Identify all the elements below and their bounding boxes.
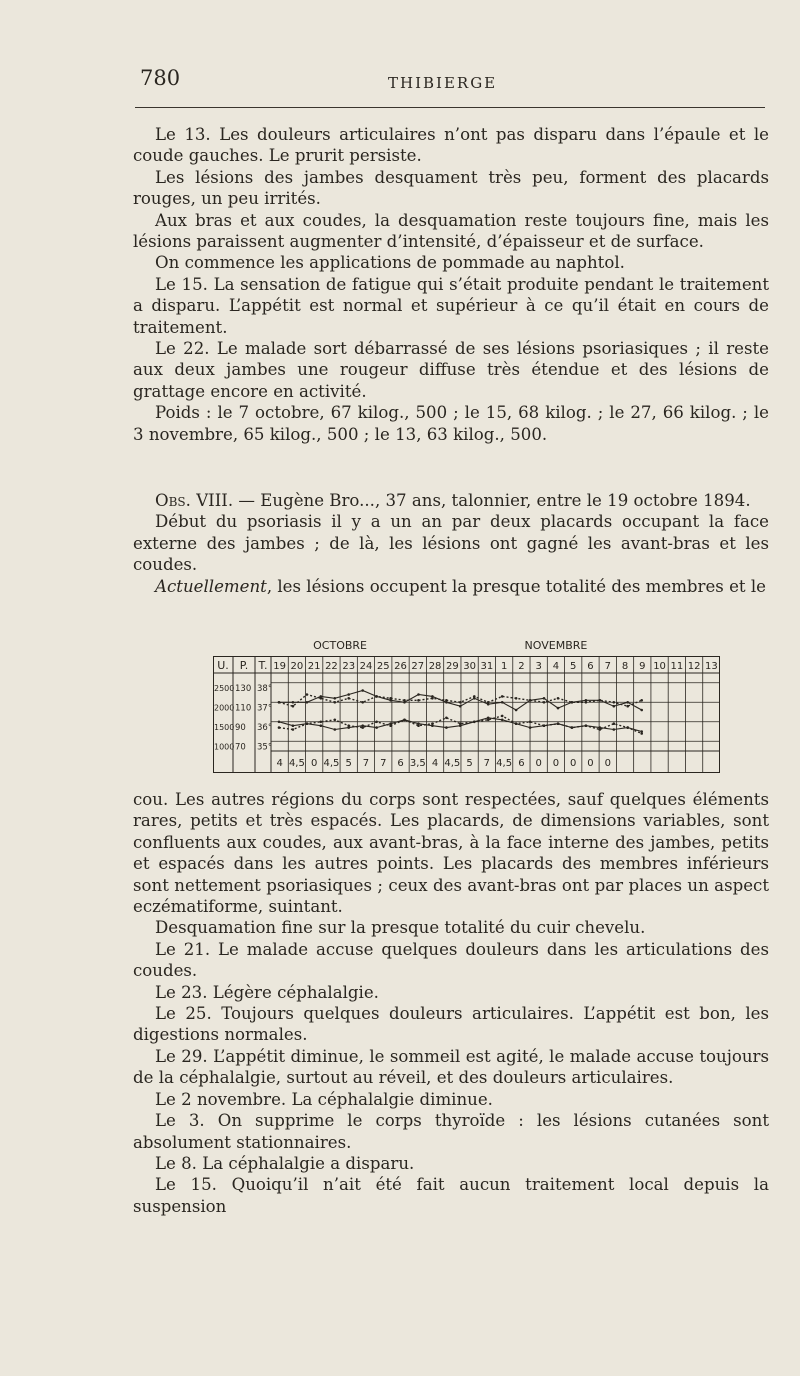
chart-svg [213,636,721,778]
day-label: 7 [604,661,611,672]
paragraph: cou. Les autres régions du corps sont respectées, sauf quelques éléments rares, petits et très espacés. Les placards, de dimensions variables, sont confluents aux coudes, aux avant-bras, à la face interne des jambes, petits et espacés dans les autres points. Les placards des membres inférieurs sont nettement psoriasiques ; ceux des avant-bras ont par places un aspect eczématiforme, suintant. [133,790,769,917]
series-point [306,693,309,696]
observation-heading [133,490,769,511]
series-point [571,701,574,704]
series-point [389,724,392,727]
bottom-row-value: 4,5 [323,758,340,769]
day-label: 22 [325,661,338,672]
series-point [585,724,588,727]
series-point [501,719,504,722]
month-label: NOVEMBRE [524,639,588,652]
series-point [501,695,504,698]
chart-frame [214,657,720,773]
paragraph: Le 3. On supprime le corps thyroïde : les lésions cutanées sont absolument stationnaires. [133,1111,769,1152]
series-point [334,728,337,731]
day-label: 10 [653,661,666,672]
day-label: 30 [463,661,476,672]
month-label: OCTOBRE [313,639,368,652]
paragraph [133,576,769,597]
series-point [599,728,602,731]
day-label: 20 [290,661,304,672]
series-point [473,695,476,698]
series-point [403,699,406,702]
series-point [361,726,364,729]
day-label: 3 [535,661,542,672]
series-point [529,721,532,724]
bottom-row-value: 3,5 [409,758,426,769]
bottom-row-value: 4 [431,758,439,769]
day-label: 6 [587,661,594,672]
bottom-text-block [133,789,769,1217]
paragraph: Le 15. La sensation de fatigue qui s’était produite pendant le traitement a disparu. L’appétit est normal et supérieur à ce qu’il était en cours de traitement. [133,274,769,337]
series-point [487,701,490,704]
observation-block [133,490,769,597]
bottom-row-value: 0 [310,758,318,769]
day-label: 27 [411,661,425,672]
series-point [557,707,560,710]
series-point [640,699,643,702]
series-point [473,721,476,724]
series-point [501,701,504,704]
series-point [613,728,616,731]
paragraph: Le 2 novembre. La céphalalgie diminue. [155,1089,493,1109]
scale-label-u: 1500 [214,722,235,732]
series-point [389,697,392,700]
day-label: 19 [273,661,287,672]
series-point [375,695,378,698]
scale-label-t: 35° [257,742,273,753]
series-point [613,701,616,704]
series-point [292,701,295,704]
series-point [278,721,281,724]
bottom-row-value: 7 [380,758,387,769]
series-point [626,701,629,704]
obs-label: Obs. VIII. [155,491,234,510]
scale-label-t: 38° [257,683,273,694]
day-label: 11 [670,661,684,672]
series-point [431,697,434,700]
series-point [529,699,532,702]
series-point [640,709,643,712]
day-label: 29 [445,661,459,672]
series-point [292,724,295,727]
paragraph: Poids : le 7 octobre, 67 kilog., 500 ; le 15, 68 kilog. ; le 27, 66 kilog. ; le 3 novembre, 65 kilog., 500 ; le 13, 63 kilog., 500. [133,403,769,444]
series-point [543,697,546,700]
page-number: 780 [140,66,181,90]
paragraph: Le 8. La céphalalgie a disparu. [155,1153,415,1173]
series-point [626,705,629,708]
bottom-row-value: 7 [362,758,370,769]
series-point [347,693,350,696]
day-label: 26 [394,661,407,672]
series-point [515,709,518,712]
series-point [459,701,462,704]
running-head: THIBIERGE [388,74,498,92]
column-header: T. [258,659,268,672]
series-point [347,724,350,727]
paragraph: Le 22. Le malade sort débarrassé de ses lésions psoriasiques ; il reste aux deux jambes une rougeur diffuse très étendue et des lésions de grattage encore en activité. [133,339,769,401]
bottom-row-value: 5 [466,758,473,769]
day-label: 21 [307,661,321,672]
temperature-chart [213,636,721,778]
series-point [515,697,518,700]
scale-label-p: 90 [235,722,246,733]
series-point [334,701,337,704]
series-point [445,717,448,720]
series-point [334,719,337,722]
day-label: 8 [621,661,629,672]
series-point [292,728,295,731]
day-label: 4 [552,661,560,672]
series-point [306,722,309,725]
series-point [585,701,588,704]
bottom-row-value: 4,5 [496,758,513,769]
bottom-row-value: 0 [604,758,611,769]
day-label: 31 [480,661,494,672]
day-label: 12 [687,661,701,672]
series-point [571,726,574,729]
paragraph: Le 21. Le malade accuse quelques douleurs dans les articulations des coudes. [133,939,769,981]
day-label: 23 [342,661,356,672]
series-point [347,697,350,700]
series-point [459,705,462,708]
series-point [292,705,295,708]
day-label: 1 [500,661,508,672]
series-point [334,697,337,700]
paragraph: Le 15. Quoiqu’il n’ait été fait aucun traitement local depuis la suspension [133,1175,769,1216]
paragraph: Desquamation fine sur la presque totalité du cuir chevelu. [155,918,646,938]
paragraph: Le 29. L’appétit diminue, le sommeil est agité, le malade accuse toujours de la céphalalgie, surtout au réveil, et des douleurs articulaires. [133,1046,769,1088]
series-point [599,699,602,702]
scale-label-t: 37° [257,703,273,714]
obs-heading-rest: — Eugène Bro..., 37 ans, talonnier, entre le 19 octobre 1894. [233,491,751,510]
top-text-block [133,124,769,445]
series-point [375,721,378,724]
day-label: 13 [704,661,718,672]
bottom-row-value: 0 [552,758,560,769]
scale-label-p: 130 [235,683,252,694]
day-label: 2 [518,661,525,672]
paragraph: Début du psoriasis il y a un an par deux placards occupant la face externe des jambes ; de là, les lésions ont gagné les avant-bras et les coudes. [133,512,769,575]
bottom-row-value: 0 [570,758,577,769]
bottom-row-value: 0 [535,758,542,769]
bottom-row-value: 5 [345,758,352,769]
column-header: P. [239,659,249,672]
series-point [278,726,281,729]
scale-label-t: 36° [257,722,273,733]
paragraph: Les lésions des jambes desquament très peu, forment des placards rouges, un peu irrités. [133,167,769,209]
scale-label-p: 110 [235,703,252,714]
series-point [403,719,406,722]
scale-label-u: 2500 [214,683,235,693]
series-point [431,722,434,725]
series-point [306,701,309,704]
series-point [543,724,546,727]
series-point [445,699,448,702]
series-point [501,715,504,718]
series-point [375,726,378,729]
series-point [529,726,532,729]
scale-label-p: 70 [235,742,246,753]
series-point [320,697,323,700]
day-label: 5 [570,661,577,672]
series-point [320,721,323,724]
series-point [557,722,560,725]
paragraph: Aux bras et aux coudes, la desquamation reste toujours fine, mais les lésions paraissent augmenter d’intensité, d’épaisseur et de surface. [133,210,769,252]
bottom-row-value: 4,5 [444,758,461,769]
paragraph: On commence les applications de pommade au naphtol. [155,253,625,273]
paragraph: Le 23. Légère céphalalgie. [155,982,379,1002]
day-label: 9 [639,661,646,672]
series-point [278,701,281,704]
bottom-row-value: 4,5 [288,758,305,769]
series-point [543,701,546,704]
series-point [626,726,629,729]
scale-label-u: 1000 [214,742,235,752]
series-point [417,699,420,702]
bottom-row-value: 4 [276,758,283,769]
series-point [557,697,560,700]
series-point [640,732,643,735]
series-point [320,724,323,727]
series-point [515,722,518,725]
day-label: 24 [359,661,373,672]
series-point [417,693,420,696]
series-point [459,722,462,725]
paragraph: Le 13. Les douleurs articulaires n’ont pas disparu dans l’épaule et le coude gauches. Le prurit persiste. [133,125,769,166]
series-point [361,701,364,704]
bottom-row-value: 7 [483,758,491,769]
day-label: 28 [428,661,442,672]
bottom-row-value: 0 [587,758,594,769]
header-rule [135,107,765,108]
bottom-row-value: 6 [397,758,404,769]
day-label: 25 [376,661,390,672]
series-point [487,719,490,722]
series-point [613,722,616,725]
series-point [417,724,420,727]
scale-label-u: 2000 [214,703,235,713]
paragraph-rest: , les lésions occupent la presque totalité des membres et le [266,576,766,596]
series-point [613,705,616,708]
italic-word: Actuellement [155,576,267,596]
series-point [361,689,364,692]
column-header: U. [217,659,229,672]
series-point [445,726,448,729]
page-header [140,66,766,106]
paragraph: Le 25. Toujours quelques douleurs articulaires. L’appétit est bon, les digestions normales. [133,1004,769,1045]
bottom-row-value: 6 [518,758,525,769]
